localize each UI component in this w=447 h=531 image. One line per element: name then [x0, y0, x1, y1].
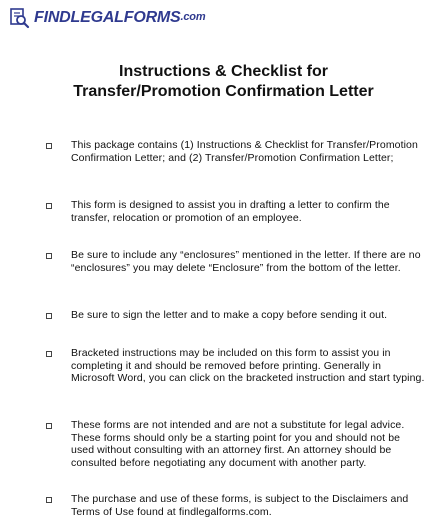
- checkbox-bullet-icon: [46, 253, 52, 259]
- list-item-text: These forms are not intended and are not a substitute for legal advice. These forms should only be a starting point for you and should not be used without consulting with an attorney first. An attorney should be consulted before negotiating any document with another party.: [71, 419, 405, 469]
- list-item-text: Be sure to include any “enclosures” mentioned in the letter. If there are no “enclosures” you may delete “Enclosure” from the bottom of the letter.: [71, 249, 421, 274]
- list-item-text: The purchase and use of these forms, is subject to the Disclaimers and Terms of Use found at findlegalforms.com.: [71, 493, 409, 518]
- checkbox-bullet-icon: [46, 143, 52, 149]
- brand-logo: [8, 6, 205, 30]
- checkbox-bullet-icon: [46, 351, 52, 357]
- list-item-text: Bracketed instructions may be included on this form to assist you in completing it and should be removed before printing. Generally in Microsoft Word, you can click on the bracketed instruction and start typing.: [71, 347, 425, 384]
- magnifier-document-icon: [8, 7, 30, 29]
- title-line-1: Instructions & Checklist for: [119, 63, 328, 80]
- checkbox-bullet-icon: [46, 313, 52, 319]
- page-title: [0, 62, 447, 102]
- checkbox-bullet-icon: [46, 203, 52, 209]
- checkbox-bullet-icon: [46, 423, 52, 429]
- list-item-text: This package contains (1) Instructions & Checklist for Transfer/Promotion Confirmation Letter; and (2) Transfer/Promotion Confirmation Letter;: [71, 139, 418, 164]
- brand-domain-suffix: .com: [180, 11, 206, 23]
- list-item-text: Be sure to sign the letter and to make a copy before sending it out.: [71, 309, 388, 321]
- brand-name-text: FINDLEGALFORMS: [34, 9, 181, 26]
- title-line-2: Transfer/Promotion Confirmation Letter: [73, 83, 374, 100]
- checkbox-bullet-icon: [46, 497, 52, 503]
- list-item-text: This form is designed to assist you in drafting a letter to confirm the transfer, relocation or promotion of an employee.: [71, 199, 390, 224]
- brand-name: [34, 9, 205, 27]
